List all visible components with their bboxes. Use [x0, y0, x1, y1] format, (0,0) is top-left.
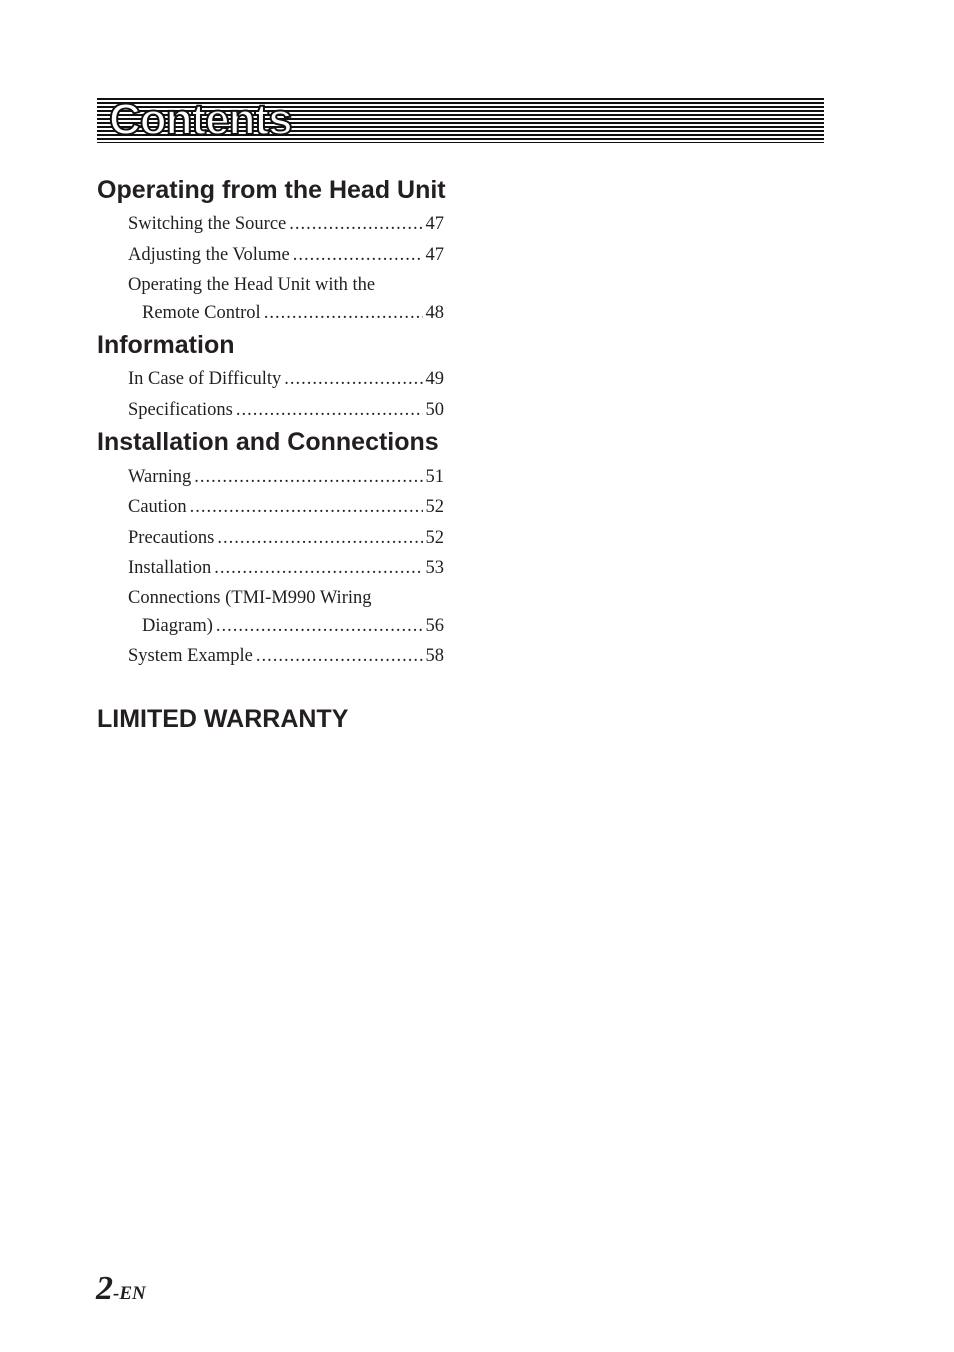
- toc-entry[interactable]: [142, 301, 444, 325]
- toc-entry-label-line1[interactable]: Operating the Head Unit with the: [128, 275, 376, 295]
- section-heading: Information: [97, 331, 235, 359]
- toc-entry-label: System Example: [128, 646, 253, 666]
- toc-entry[interactable]: [128, 243, 444, 267]
- toc-entry[interactable]: [128, 465, 444, 489]
- toc-entry-page: 53: [425, 558, 444, 578]
- toc-entry-label: Remote Control: [142, 303, 261, 323]
- toc-entry[interactable]: [128, 495, 444, 519]
- toc-entry-page: 58: [425, 646, 444, 666]
- dot-leader: [190, 495, 423, 519]
- page-footer: [96, 1270, 146, 1308]
- dot-leader: [264, 301, 423, 325]
- toc-entry-label: Specifications: [128, 400, 233, 420]
- toc-entry-page: 49: [425, 369, 444, 389]
- toc-entry-page: 52: [425, 497, 444, 517]
- toc-entry-label: Warning: [128, 467, 192, 487]
- page-title: Contents: [109, 95, 292, 144]
- dot-leader: [216, 614, 423, 638]
- dot-leader: [256, 644, 423, 668]
- toc-entry-page: 51: [425, 467, 444, 487]
- dot-leader: [217, 526, 422, 550]
- section-heading[interactable]: LIMITED WARRANTY: [97, 705, 349, 733]
- toc-entry-label: Precautions: [128, 528, 215, 548]
- toc-entry-label-line1[interactable]: Connections (TMI-M990 Wiring: [128, 588, 372, 608]
- toc-entry[interactable]: [128, 398, 444, 422]
- dot-leader: [289, 212, 422, 236]
- toc-entry-label: Adjusting the Volume: [128, 245, 290, 265]
- toc-entry-page: 48: [425, 303, 444, 323]
- toc-entry-page: 47: [425, 245, 444, 265]
- dot-leader: [284, 367, 422, 391]
- toc-entry[interactable]: [128, 212, 444, 236]
- dot-leader: [236, 398, 423, 422]
- page-language-suffix: -EN: [113, 1283, 146, 1304]
- dot-leader: [214, 556, 422, 580]
- toc-entry-label: Switching the Source: [128, 214, 287, 234]
- toc-entry[interactable]: [128, 526, 444, 550]
- toc-entry[interactable]: [142, 614, 444, 638]
- section-heading: Operating from the Head Unit: [97, 176, 446, 204]
- toc-entry-label: Installation: [128, 558, 212, 578]
- toc-entry-label: In Case of Difficulty: [128, 369, 282, 389]
- toc-entry[interactable]: [128, 367, 444, 391]
- page-number: 2: [96, 1270, 113, 1307]
- toc-entry-page: 50: [425, 400, 444, 420]
- toc-entry-page: 56: [425, 616, 444, 636]
- toc-entry[interactable]: [128, 556, 444, 580]
- toc-entry-label: Caution: [128, 497, 187, 517]
- toc-entry-label: Diagram): [142, 616, 213, 636]
- toc-entry-page: 47: [425, 214, 444, 234]
- toc-entry-page: 52: [425, 528, 444, 548]
- dot-leader: [293, 243, 423, 267]
- section-heading: Installation and Connections: [97, 428, 439, 456]
- dot-leader: [194, 465, 422, 489]
- toc-entry[interactable]: [128, 644, 444, 668]
- contents-banner: [97, 95, 824, 144]
